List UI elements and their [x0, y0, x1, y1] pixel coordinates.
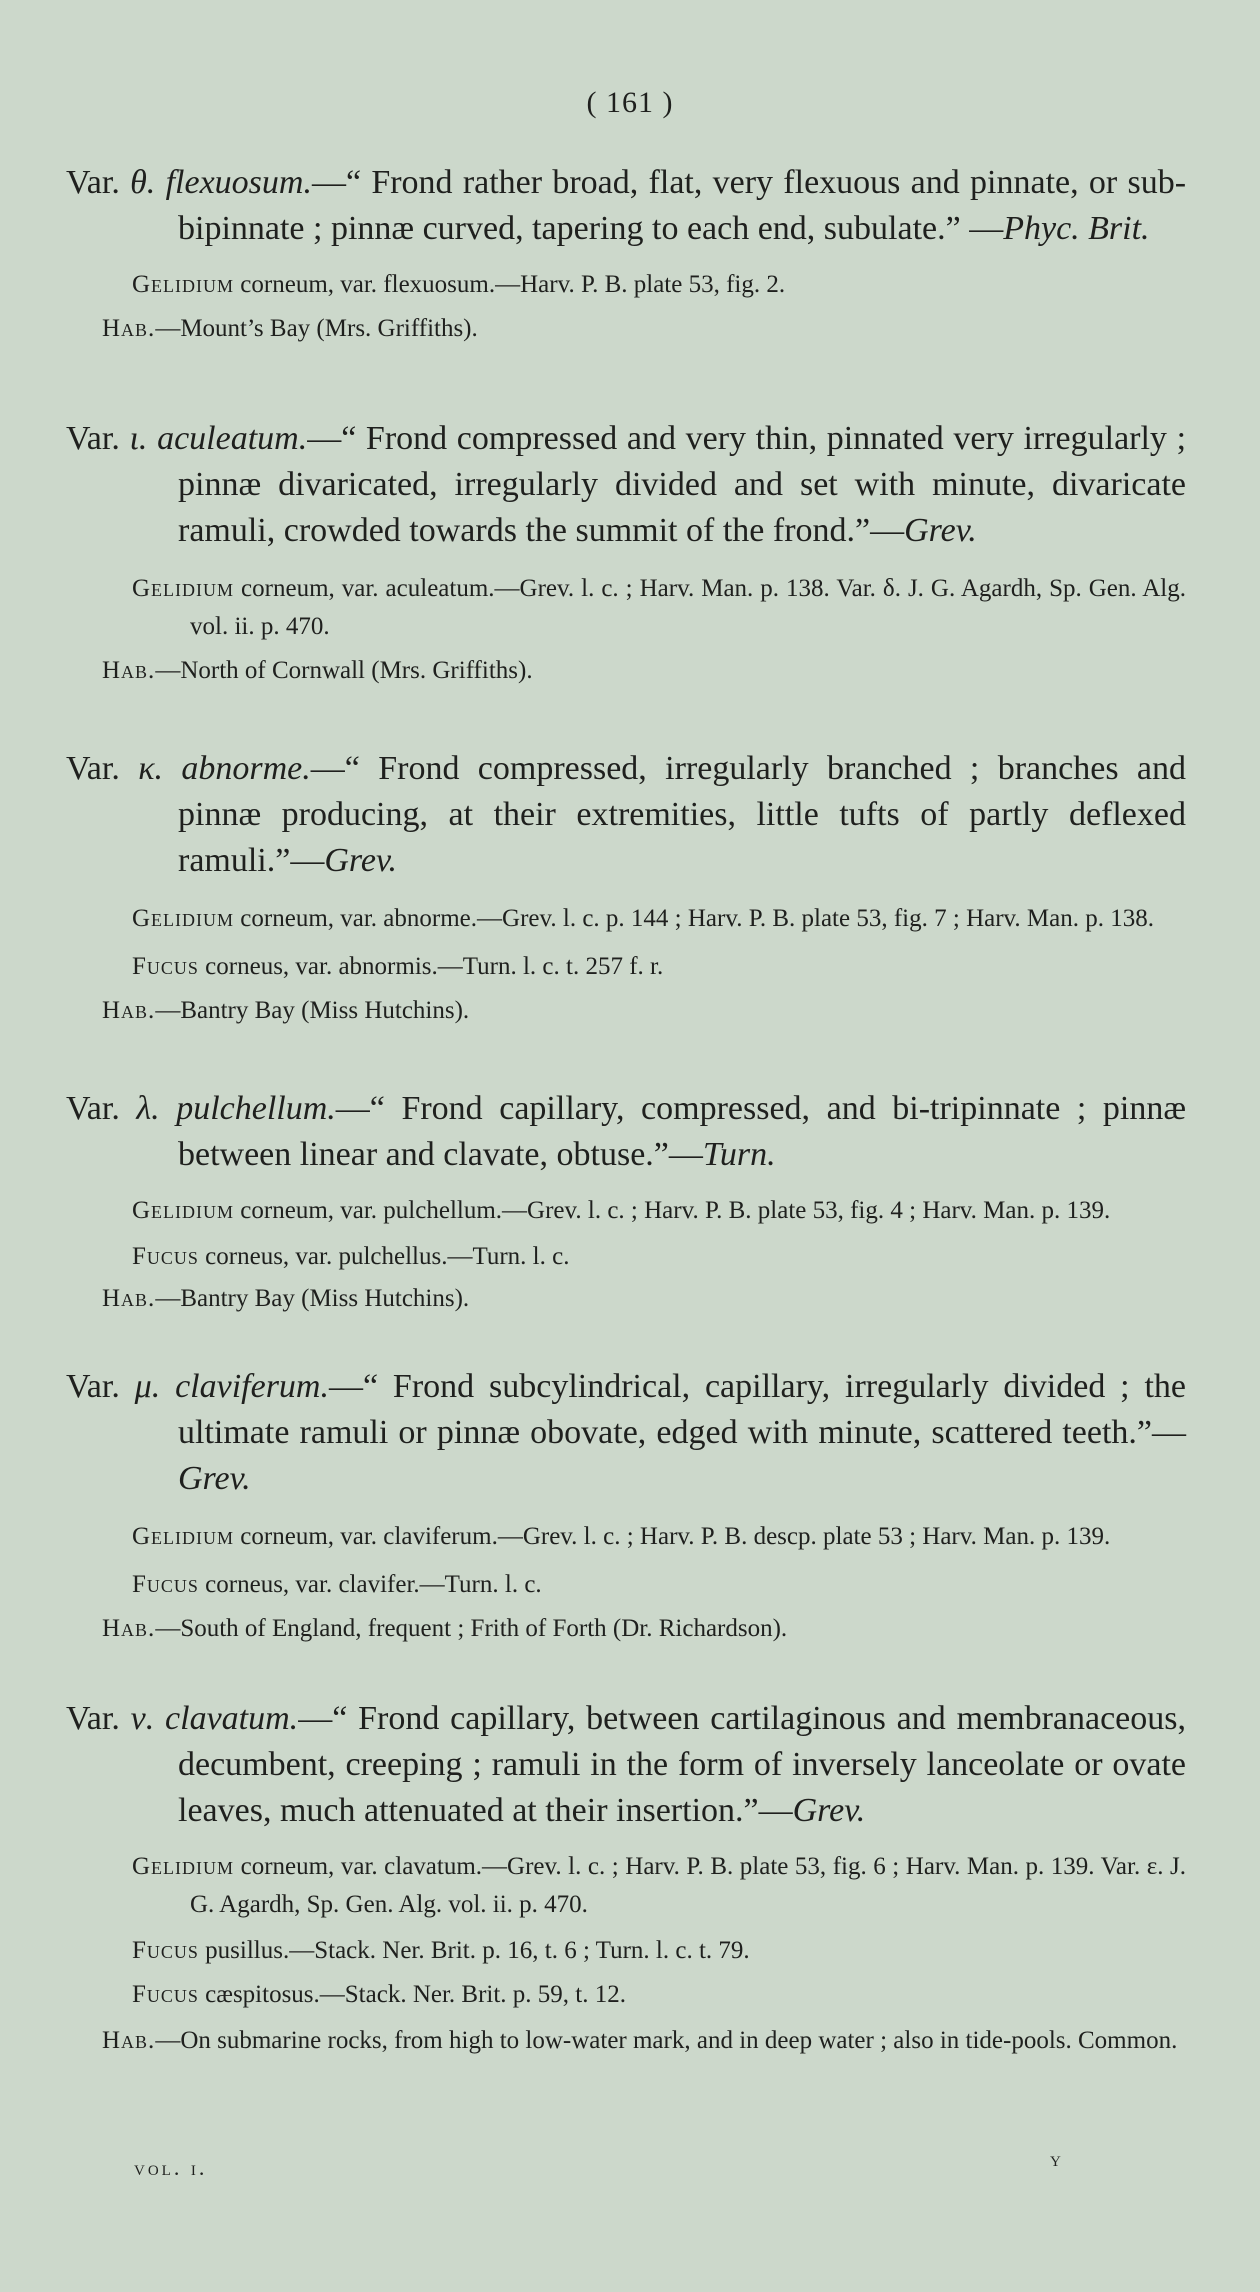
synonym-genus: Fucus — [132, 953, 199, 980]
variety-entry-nu — [66, 1696, 1186, 2060]
volume-mark: vol. i. — [134, 2155, 208, 2180]
hab-label: Hab. — [102, 2027, 156, 2054]
var-name: flexuosum. — [165, 164, 312, 201]
synonym-genus: Gelidium — [132, 271, 235, 298]
hab-label: Hab. — [102, 657, 156, 684]
var-label: Var. — [66, 164, 120, 201]
var-label: Var. — [66, 1368, 120, 1405]
signature-mark: y — [1050, 2146, 1064, 2171]
hab-label: Hab. — [102, 315, 156, 342]
synonym-genus: Fucus — [132, 1981, 199, 2008]
var-label: Var. — [66, 1700, 120, 1737]
var-description: —“ Frond capillary, between cartilaginous and membranaceous, decumbent, creeping ; ramuli in the form of inversely lanceolate or ovate leaves, much attenuated at their insertion.”— — [178, 1700, 1186, 1829]
variety-entry-theta — [66, 160, 1186, 348]
synonym-genus: Fucus — [132, 1243, 199, 1270]
var-letter: λ. — [136, 1090, 160, 1127]
hab-label: Hab. — [102, 1285, 156, 1312]
synonym-genus: Gelidium — [132, 1523, 235, 1550]
var-authority: Grev. — [324, 842, 398, 879]
var-letter: μ. — [134, 1368, 161, 1405]
synonym-line — [132, 1238, 1186, 1276]
synonym-line — [132, 1192, 1186, 1230]
synonym-line — [132, 900, 1186, 938]
hab-text: —Mount’s Bay (Mrs. Griffiths). — [155, 315, 478, 342]
synonym-line — [132, 948, 1186, 986]
hab-text: —South of England, frequent ; Frith of Forth (Dr. Richardson). — [155, 1615, 788, 1642]
hab-label: Hab. — [102, 1615, 156, 1642]
var-name: pulchellum. — [176, 1090, 336, 1127]
var-letter: ι. — [129, 420, 148, 457]
var-name: abnorme. — [181, 750, 311, 787]
synonym-text: pusillus.—Stack. Ner. Brit. p. 16, t. 6 ; Turn. l. c. t. 79. — [205, 1937, 750, 1964]
synonym-line — [132, 266, 1186, 304]
synonym-text: corneum, var. abnorme.—Grev. l. c. p. 144 ; Harv. P. B. plate 53, fig. 7 ; Harv. Man. p. 138. — [240, 905, 1154, 932]
var-description: —“ Frond subcylindrical, capillary, irregularly divided ; the ultimate ramuli or pinnæ obovate, edged with minute, scattered teeth.”— — [178, 1368, 1186, 1451]
var-letter: ν. — [130, 1700, 155, 1737]
hab-text: —North of Cornwall (Mrs. Griffiths). — [155, 657, 533, 684]
variety-heading — [66, 416, 1186, 554]
synonym-line — [132, 1848, 1186, 1924]
habitat-line — [102, 652, 1186, 690]
synonym-line — [132, 1932, 1186, 1970]
habitat-line — [66, 2022, 1186, 2060]
var-name: aculeatum. — [157, 420, 308, 457]
var-name: claviferum. — [175, 1368, 329, 1405]
variety-entry-mu — [66, 1364, 1186, 1648]
synonym-text: corneus, var. pulchellus.—Turn. l. c. — [205, 1243, 570, 1270]
var-description: —“ Frond rather broad, flat, very flexuous and pinnate, or sub-bipinnate ; pinnæ curved, tapering to each end, subulate.” — — [178, 164, 1187, 247]
synonym-text: corneum, var. clavatum.—Grev. l. c. ; Harv. P. B. plate 53, fig. 6 ; Harv. Man. p. 139. Var. ε. J. G. Agardh, Sp. Gen. Alg. vol. ii. p. 470. — [190, 1853, 1187, 1918]
variety-entry-lambda — [66, 1086, 1186, 1318]
var-letter: κ. — [138, 750, 164, 787]
variety-entry-kappa — [66, 746, 1186, 1030]
hab-text: —Bantry Bay (Miss Hutchins). — [155, 1285, 470, 1312]
var-description: —“ Frond compressed, irregularly branched ; branches and pinnæ producing, at their extremities, little tufts of partly deflexed ramuli.”— — [178, 750, 1187, 879]
synonym-genus: Fucus — [132, 1571, 199, 1598]
var-authority: Grev. — [792, 1792, 866, 1829]
variety-heading — [66, 1086, 1186, 1178]
hab-label: Hab. — [102, 997, 156, 1024]
var-description: —“ Frond capillary, compressed, and bi-tripinnate ; pinnæ between linear and clavate, obtuse.”— — [178, 1090, 1187, 1173]
synonym-text: corneus, var. abnormis.—Turn. l. c. t. 257 f. r. — [205, 953, 664, 980]
synonym-genus: Gelidium — [132, 1197, 235, 1224]
variety-heading — [66, 746, 1186, 884]
variety-heading — [66, 1364, 1186, 1502]
var-label: Var. — [66, 750, 120, 787]
synonym-line — [132, 570, 1186, 646]
synonym-genus: Fucus — [132, 1937, 199, 1964]
hab-text: —On submarine rocks, from high to low-water mark, and in deep water ; also in tide-pools. Common. — [155, 2027, 1178, 2054]
habitat-line — [102, 310, 1186, 348]
var-description: —“ Frond compressed and very thin, pinnated very irregularly ; pinnæ divaricated, irregularly divided and set with minute, divaricate ramuli, crowded towards the summit of the frond.”— — [178, 420, 1187, 549]
synonym-genus: Gelidium — [132, 905, 235, 932]
habitat-line — [102, 1610, 1186, 1648]
variety-entry-iota — [66, 416, 1186, 690]
var-name: clavatum. — [165, 1700, 299, 1737]
var-authority: Turn. — [702, 1136, 776, 1173]
synonym-text: cæspitosus.—Stack. Ner. Brit. p. 59, t. 12. — [205, 1981, 626, 2008]
habitat-line — [102, 1280, 1186, 1318]
synonym-text: corneum, var. flexuosum.—Harv. P. B. plate 53, fig. 2. — [240, 271, 786, 298]
synonym-text: corneum, var. aculeatum.—Grev. l. c. ; Harv. Man. p. 138. Var. δ. J. G. Agardh, Sp. Gen. Alg. vol. ii. p. 470. — [190, 575, 1186, 640]
page-number: ( 161 ) — [586, 86, 674, 119]
hab-text: —Bantry Bay (Miss Hutchins). — [155, 997, 470, 1024]
variety-heading — [66, 160, 1186, 252]
habitat-line — [102, 992, 1186, 1030]
var-authority: Grev. — [178, 1460, 251, 1497]
var-letter: θ. — [130, 164, 156, 201]
var-authority: Grev. — [904, 512, 977, 549]
synonym-genus: Gelidium — [132, 1853, 235, 1880]
synonym-text: corneum, var. pulchellum.—Grev. l. c. ; Harv. P. B. plate 53, fig. 4 ; Harv. Man. p. 139. — [240, 1197, 1111, 1224]
variety-heading — [66, 1696, 1186, 1834]
var-label: Var. — [66, 1090, 120, 1127]
synonym-line — [132, 1976, 1186, 2014]
synonym-text: corneum, var. claviferum.—Grev. l. c. ; Harv. P. B. descp. plate 53 ; Harv. Man. p. 139. — [240, 1523, 1111, 1550]
synonym-line — [132, 1518, 1186, 1556]
synonym-text: corneus, var. clavifer.—Turn. l. c. — [205, 1571, 542, 1598]
var-authority: Phyc. Brit. — [1003, 210, 1150, 247]
synonym-line — [132, 1566, 1186, 1604]
synonym-genus: Gelidium — [132, 575, 235, 602]
var-label: Var. — [66, 420, 120, 457]
